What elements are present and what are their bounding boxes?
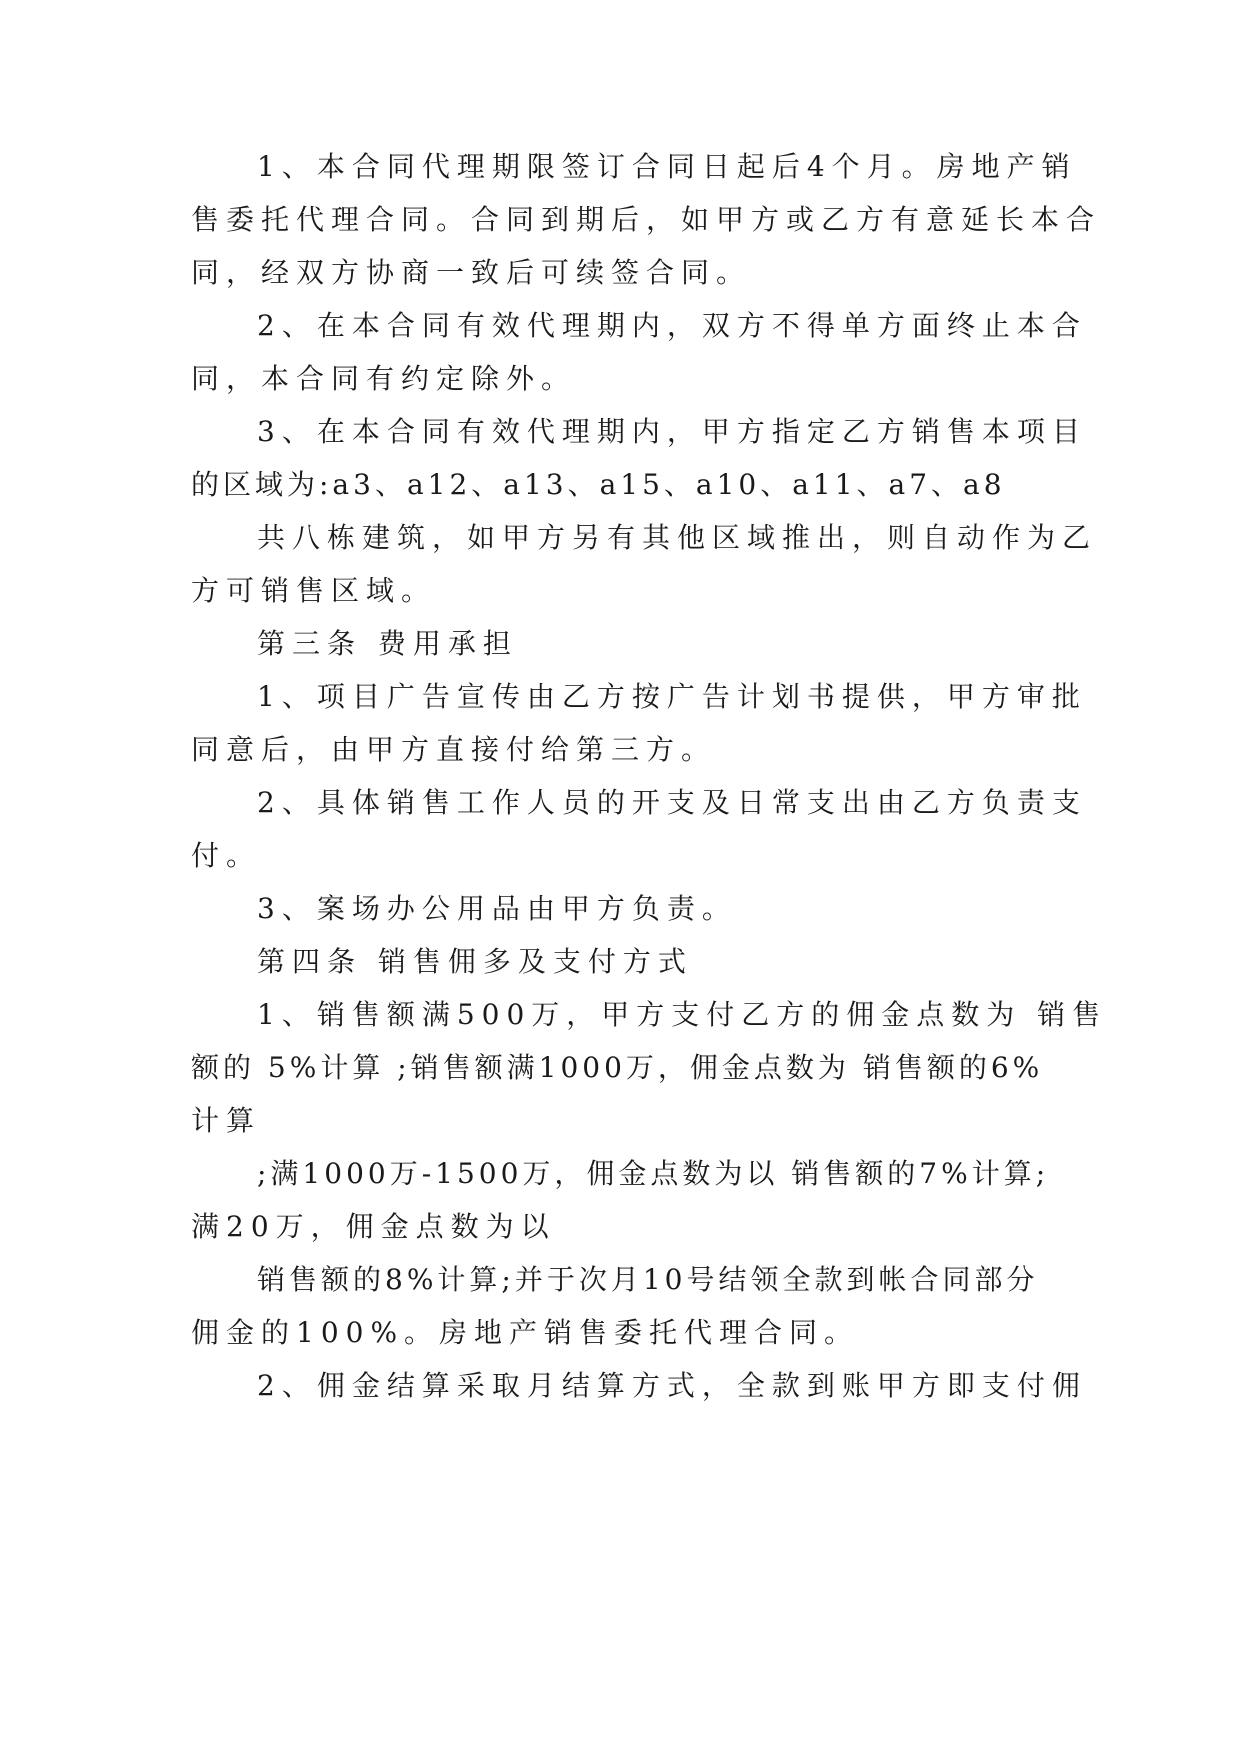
para-8-line-3: 计算 <box>191 1104 262 1137</box>
para-3-line-2: 的区域为:a3、a12、a13、a15、a10、a11、a7、a8 <box>191 468 1006 501</box>
para-3-line-1: 3、在本合同有效代理期内，甲方指定乙方销售本项目 <box>257 415 1087 448</box>
para-11-line-1: 2、佣金结算采取月结算方式，全款到账甲方即支付佣 <box>257 1369 1087 1402</box>
para-9-line-1: ;满1000万-1500万，佣金点数为以 销售额的7%计算; <box>257 1157 1050 1190</box>
para-1-line-2: 售委托代理合同。合同到期后，如甲方或乙方有意延长本合 <box>191 203 1102 236</box>
para-5-line-1: 1、项目广告宣传由乙方按广告计划书提供，甲方审批 <box>257 680 1087 713</box>
para-6-line-1: 2、具体销售工作人员的开支及日常支出由乙方负责支 <box>257 786 1087 819</box>
para-10-line-1: 销售额的8%计算;并于次月10号结领全款到帐合同部分 <box>257 1263 1039 1296</box>
para-8-line-2: 额的 5%计算 ;销售额满1000万，佣金点数为 销售额的6% <box>191 1051 1044 1084</box>
para-4-line-2: 方可销售区域。 <box>191 574 437 607</box>
para-9-line-2: 满20万，佣金点数为以 <box>191 1210 556 1243</box>
para-1-line-3: 同，经双方协商一致后可续签合同。 <box>191 256 752 289</box>
para-2-line-2: 同，本合同有约定除外。 <box>191 362 577 395</box>
para-4-line-1: 共八栋建筑，如甲方另有其他区域推出，则自动作为乙 <box>257 521 1098 554</box>
para-10-line-2: 佣金的100%。房地产销售委托代理合同。 <box>191 1316 860 1349</box>
para-7-line-1: 3、案场办公用品由甲方负责。 <box>257 892 737 925</box>
para-8-line-1: 1、销售额满500万，甲方支付乙方的佣金点数为 销售 <box>257 998 1108 1031</box>
para-2-line-1: 2、在本合同有效代理期内，双方不得单方面终止本合 <box>257 309 1087 342</box>
section-heading-3: 第三条 费用承担 <box>257 627 518 660</box>
para-1-line-1: 1、本合同代理期限签订合同日起后4个月。房地产销 <box>257 150 1077 183</box>
para-5-line-2: 同意后，由甲方直接付给第三方。 <box>191 733 717 766</box>
section-heading-4: 第四条 销售佣多及支付方式 <box>257 945 693 978</box>
para-6-line-2: 付。 <box>191 839 262 872</box>
